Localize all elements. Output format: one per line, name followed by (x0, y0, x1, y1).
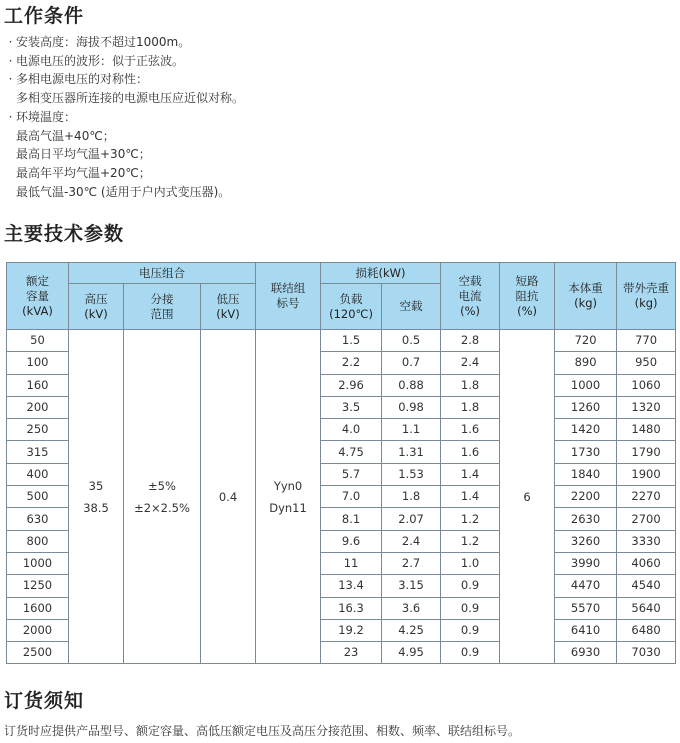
cell-shell-weight: 1900 (617, 463, 676, 485)
cell-no-load-loss: 1.31 (382, 441, 441, 463)
cell-load-loss: 7.0 (321, 486, 382, 508)
cell-capacity: 50 (7, 330, 69, 352)
condition-subitem: 最低气温-30℃ (适用于户内式变压器)。 (16, 184, 231, 199)
section-title-tech: 主要技术参数 (4, 223, 125, 245)
cell-body-weight: 2630 (555, 508, 617, 530)
cell-no-load-loss: 3.6 (382, 597, 441, 619)
cell-capacity: 315 (7, 441, 69, 463)
order-instructions: 订货时应提供产品型号、额定容量、高低压额定电压及高压分接范围、相数、频率、联结组标号。 (4, 724, 521, 738)
cell-body-weight: 1420 (555, 419, 617, 441)
cell-load-loss: 4.75 (321, 441, 382, 463)
condition-item: · 电源电压的波形：似于正弦波。 (5, 52, 244, 71)
cell-no-load-current: 0.9 (441, 619, 500, 641)
header-shell-weight: 带外壳重 (kg) (617, 263, 676, 330)
cell-connection: Yyn0 Dyn11 (256, 330, 321, 664)
cell-no-load-loss: 0.98 (382, 396, 441, 418)
cell-no-load-loss: 4.25 (382, 619, 441, 641)
cell-body-weight: 720 (555, 330, 617, 352)
cell-load-loss: 11 (321, 552, 382, 574)
cell-no-load-current: 1.6 (441, 419, 500, 441)
cell-no-load-current: 1.6 (441, 441, 500, 463)
cell-load-loss: 5.7 (321, 463, 382, 485)
header-rated-capacity: 额定 容量 (kVA) (7, 263, 69, 330)
cell-load-loss: 4.0 (321, 419, 382, 441)
cell-capacity: 1250 (7, 575, 69, 597)
cell-load-loss: 19.2 (321, 619, 382, 641)
cell-body-weight: 1730 (555, 441, 617, 463)
header-high-voltage: 高压 (kV) (69, 284, 124, 330)
cell-shell-weight: 2270 (617, 486, 676, 508)
cell-no-load-loss: 4.95 (382, 642, 441, 664)
cell-capacity: 800 (7, 530, 69, 552)
cell-capacity: 630 (7, 508, 69, 530)
header-tap-range: 分接 范围 (124, 284, 201, 330)
cell-load-loss: 1.5 (321, 330, 382, 352)
cell-load-loss: 3.5 (321, 396, 382, 418)
cell-body-weight: 6930 (555, 642, 617, 664)
cell-body-weight: 5570 (555, 597, 617, 619)
condition-subitem: 多相变压器所连接的电源电压应近似对称。 (16, 91, 245, 106)
cell-shell-weight: 950 (617, 352, 676, 374)
header-body-weight: 本体重 (kg) (555, 263, 617, 330)
cell-capacity: 400 (7, 463, 69, 485)
cell-load-loss: 2.2 (321, 352, 382, 374)
cell-no-load-current: 1.8 (441, 374, 500, 396)
cell-load-loss: 2.96 (321, 374, 382, 396)
cell-no-load-current: 1.2 (441, 530, 500, 552)
table-body (7, 330, 676, 664)
cell-shell-weight: 4540 (617, 575, 676, 597)
cell-body-weight: 4470 (555, 575, 617, 597)
cell-no-load-loss: 2.07 (382, 508, 441, 530)
cell-shell-weight: 770 (617, 330, 676, 352)
cell-no-load-loss: 0.5 (382, 330, 441, 352)
cell-load-loss: 9.6 (321, 530, 382, 552)
cell-tap-range: ±5% ±2×2.5% (124, 330, 201, 664)
cell-body-weight: 1260 (555, 396, 617, 418)
cell-no-load-current: 1.4 (441, 486, 500, 508)
condition-subitem: 最高气温+40℃； (16, 128, 115, 143)
cell-shell-weight: 3330 (617, 530, 676, 552)
cell-shell-weight: 2700 (617, 508, 676, 530)
header-voltage-group: 电压组合 (69, 263, 256, 284)
cell-no-load-loss: 2.7 (382, 552, 441, 574)
cell-capacity: 160 (7, 374, 69, 396)
cell-capacity: 200 (7, 396, 69, 418)
cell-body-weight: 6410 (555, 619, 617, 641)
conditions-list (5, 33, 244, 201)
cell-load-loss: 8.1 (321, 508, 382, 530)
header-no-load-current: 空载 电流 (%) (441, 263, 500, 330)
cell-body-weight: 890 (555, 352, 617, 374)
header-load-loss: 负载 (120℃) (321, 284, 382, 330)
cell-shell-weight: 1790 (617, 441, 676, 463)
cell-capacity: 100 (7, 352, 69, 374)
cell-short-circuit: 6 (500, 330, 555, 664)
spec-table (6, 262, 676, 664)
header-short-circuit: 短路 阻抗 (%) (500, 263, 555, 330)
cell-no-load-current: 0.9 (441, 597, 500, 619)
cell-shell-weight: 1060 (617, 374, 676, 396)
cell-load-loss: 23 (321, 642, 382, 664)
header-no-load-loss: 空载 (382, 284, 441, 330)
section-title-conditions: 工作条件 (4, 5, 85, 27)
cell-no-load-loss: 1.1 (382, 419, 441, 441)
cell-high-voltage: 35 38.5 (69, 330, 124, 664)
cell-body-weight: 3260 (555, 530, 617, 552)
header-connection: 联结组 标号 (256, 263, 321, 330)
cell-load-loss: 13.4 (321, 575, 382, 597)
cell-no-load-current: 0.9 (441, 642, 500, 664)
cell-no-load-current: 1.2 (441, 508, 500, 530)
cell-no-load-loss: 1.8 (382, 486, 441, 508)
cell-no-load-loss: 0.88 (382, 374, 441, 396)
cell-capacity: 250 (7, 419, 69, 441)
cell-capacity: 1000 (7, 552, 69, 574)
condition-item: · 多相电源电压的对称性： (5, 70, 244, 89)
cell-shell-weight: 6480 (617, 619, 676, 641)
cell-body-weight: 1840 (555, 463, 617, 485)
cell-body-weight: 1000 (555, 374, 617, 396)
cell-no-load-loss: 1.53 (382, 463, 441, 485)
condition-subitem: 最高年平均气温+20℃； (16, 165, 151, 180)
cell-capacity: 500 (7, 486, 69, 508)
cell-shell-weight: 7030 (617, 642, 676, 664)
condition-subitem: 最高日平均气温+30℃； (16, 147, 151, 162)
header-loss: 损耗(kW) (321, 263, 441, 284)
cell-no-load-current: 0.9 (441, 575, 500, 597)
cell-body-weight: 2200 (555, 486, 617, 508)
header-low-voltage: 低压 (kV) (201, 284, 256, 330)
cell-shell-weight: 5640 (617, 597, 676, 619)
cell-no-load-loss: 2.4 (382, 530, 441, 552)
cell-no-load-loss: 3.15 (382, 575, 441, 597)
cell-no-load-current: 2.8 (441, 330, 500, 352)
cell-load-loss: 16.3 (321, 597, 382, 619)
section-title-order: 订货须知 (4, 690, 85, 712)
cell-shell-weight: 4060 (617, 552, 676, 574)
cell-no-load-current: 1.0 (441, 552, 500, 574)
cell-capacity: 1600 (7, 597, 69, 619)
table-row (7, 330, 676, 352)
cell-shell-weight: 1480 (617, 419, 676, 441)
cell-low-voltage: 0.4 (201, 330, 256, 664)
cell-no-load-loss: 0.7 (382, 352, 441, 374)
table-header (7, 263, 676, 330)
condition-item: · 环境温度： (5, 108, 244, 127)
cell-no-load-current: 2.4 (441, 352, 500, 374)
cell-shell-weight: 1320 (617, 396, 676, 418)
cell-body-weight: 3990 (555, 552, 617, 574)
cell-capacity: 2500 (7, 642, 69, 664)
cell-no-load-current: 1.8 (441, 396, 500, 418)
cell-no-load-current: 1.4 (441, 463, 500, 485)
condition-item: · 安装高度：海拔不超过1000m。 (5, 33, 244, 52)
cell-capacity: 2000 (7, 619, 69, 641)
